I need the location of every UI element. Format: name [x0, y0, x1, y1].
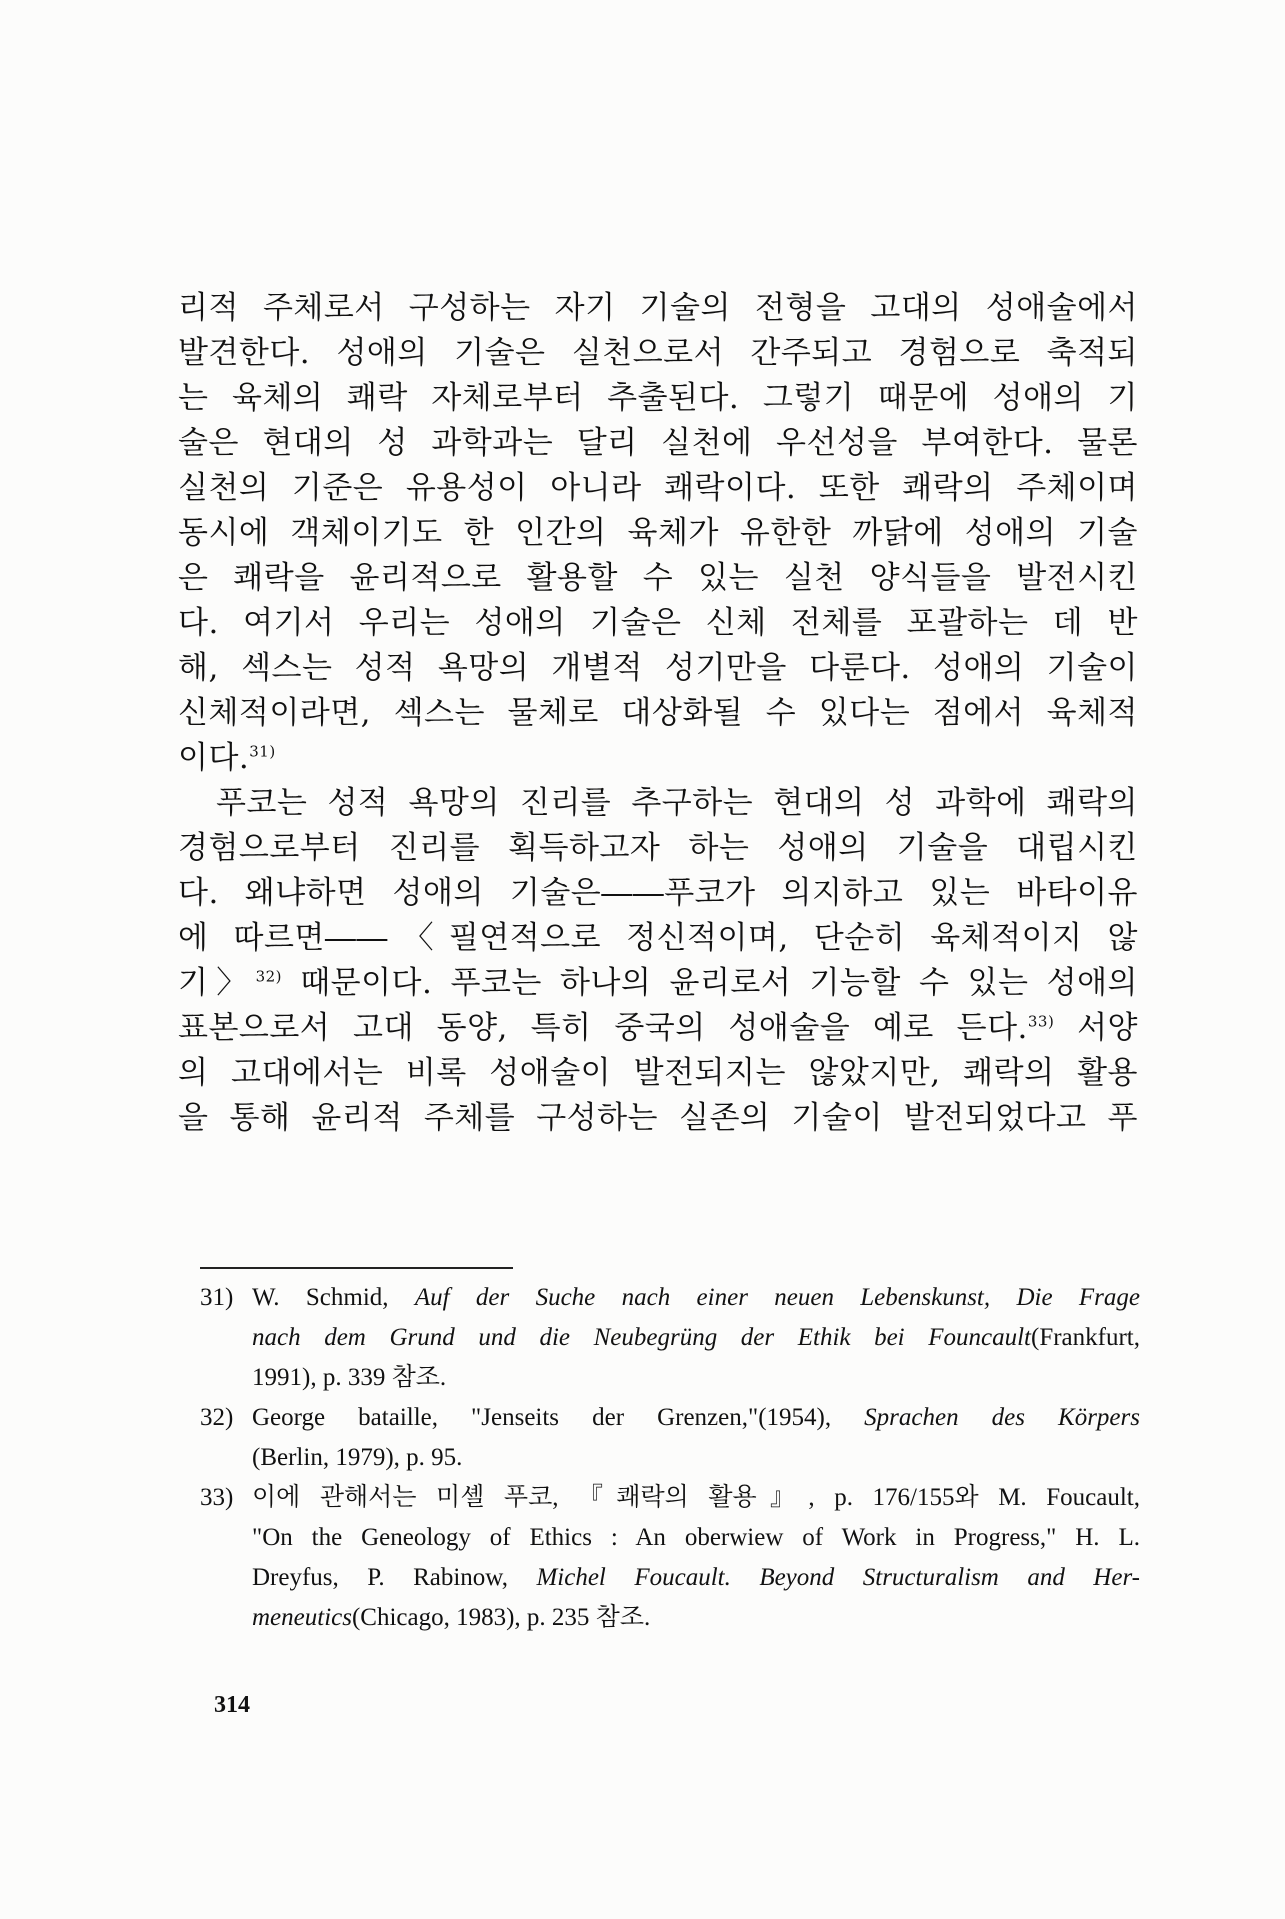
footnote-line: "On the Geneology of Ethics : An oberwiew of Work in Progress," H. L.: [252, 1524, 1140, 1551]
text-line: 는 육체의 쾌락 자체로부터 추출된다. 그렇기 때문에 성애의 기: [178, 380, 1138, 416]
text-line: 경험으로부터 진리를 획득하고자 하는 성애의 기술을 대립시킨: [178, 830, 1138, 866]
footnote-number: 31): [200, 1284, 234, 1311]
footnote-33: [200, 1478, 1140, 1638]
footnote-separator: [200, 1267, 513, 1269]
text-line: 술은 현대의 성 과학과는 달리 실천에 우선성을 부여한다. 물론: [178, 425, 1138, 461]
text-line: 신체적이라면, 섹스는 물체로 대상화될 수 있다는 점에서 육체적: [178, 695, 1138, 731]
footnote-line: [252, 1278, 1140, 1318]
footnote-ref-31: 31): [249, 742, 276, 761]
footnote-31: [200, 1278, 1140, 1398]
text-span: George bataille, "Jenseits der Grenzen,"(1954),: [252, 1404, 865, 1431]
book-title: meneutics: [252, 1604, 352, 1631]
footnote-ref-32: 32): [255, 967, 283, 986]
text-span: 이다.: [178, 740, 250, 776]
book-title: Sprachen des Körpers: [864, 1404, 1140, 1431]
text-span: Dreyfus, P. Rabinow,: [252, 1564, 537, 1591]
text-span: 표본으로서 고대 동양, 특히 중국의 성애술을 예로 든다.: [178, 1010, 1028, 1046]
footnote-line: 이에 관해서는 미셸 푸코, 『쾌락의 활용』, p. 176/155와 M. Foucault,: [252, 1484, 1140, 1511]
footnote-line: [252, 1398, 1140, 1438]
book-title: Auf der Suche nach einer neuen Lebenskunst, Die Frage: [414, 1284, 1140, 1311]
footnote-number: 33): [200, 1484, 234, 1511]
footnote-ref-33: 33): [1027, 1012, 1055, 1031]
text-span: 기〉: [178, 965, 256, 1001]
footnote-line: [252, 1558, 1140, 1598]
book-title: nach dem Grund und die Neubegrüng der Ethik bei Founcault: [252, 1324, 1031, 1351]
text-line: [178, 961, 1138, 1006]
text-line: 의 고대에서는 비록 성애술이 발전되지는 않았지만, 쾌락의 활용: [178, 1055, 1138, 1091]
text-line: 은 쾌락을 윤리적으로 활용할 수 있는 실천 양식들을 발전시킨: [178, 560, 1138, 596]
footnote-32: [200, 1398, 1140, 1478]
text-line: [178, 1006, 1138, 1051]
text-line: 리적 주체로서 구성하는 자기 기술의 전형을 고대의 성애술에서: [178, 290, 1138, 326]
text-span: (Chicago, 1983), p. 235 참조.: [351, 1604, 651, 1631]
text-line: 푸코는 성적 욕망의 진리를 추구하는 현대의 성 과학에 쾌락의: [216, 785, 1138, 821]
text-line: 발견한다. 성애의 기술은 실천으로서 간주되고 경험으로 축적되: [178, 335, 1138, 371]
body-text: [178, 286, 1138, 1141]
book-title: Michel Foucault. Beyond Structuralism and Her-: [536, 1564, 1140, 1591]
text-line: 다. 왜냐하면 성애의 기술은――푸코가 의지하고 있는 바타이유: [178, 875, 1138, 911]
text-line: [178, 736, 1138, 781]
text-line: 해, 섹스는 성적 욕망의 개별적 성기만을 다룬다. 성애의 기술이: [178, 650, 1138, 686]
text-line: 동시에 객체이기도 한 인간의 육체가 유한한 까닭에 성애의 기술: [178, 515, 1138, 551]
text-span: 서양: [1054, 1010, 1138, 1046]
page-number: 314: [214, 1692, 250, 1718]
text-line: 을 통해 윤리적 주체를 구성하는 실존의 기술이 발전되었다고 푸: [178, 1100, 1138, 1136]
footnote-line: (Berlin, 1979), p. 95.: [252, 1444, 463, 1471]
text-line: 에 따르면――〈필연적으로 정신적이며, 단순히 육체적이지 않: [178, 920, 1138, 956]
footnote-line: [252, 1598, 1140, 1638]
footnote-number: 32): [200, 1404, 234, 1431]
text-span: (Frankfurt,: [1031, 1324, 1140, 1351]
footnotes: [200, 1278, 1140, 1638]
footnote-line: [252, 1318, 1140, 1358]
text-span: W. Schmid,: [252, 1284, 415, 1311]
text-line: 실천의 기준은 유용성이 아니라 쾌락이다. 또한 쾌락의 주체이며: [178, 470, 1138, 506]
text-span: 때문이다. 푸코는 하나의 윤리로서 기능할 수 있는 성애의: [282, 965, 1138, 1001]
text-line: 다. 여기서 우리는 성애의 기술은 신체 전체를 포괄하는 데 반: [178, 605, 1138, 641]
footnote-line: 1991), p. 339 참조.: [252, 1364, 447, 1391]
